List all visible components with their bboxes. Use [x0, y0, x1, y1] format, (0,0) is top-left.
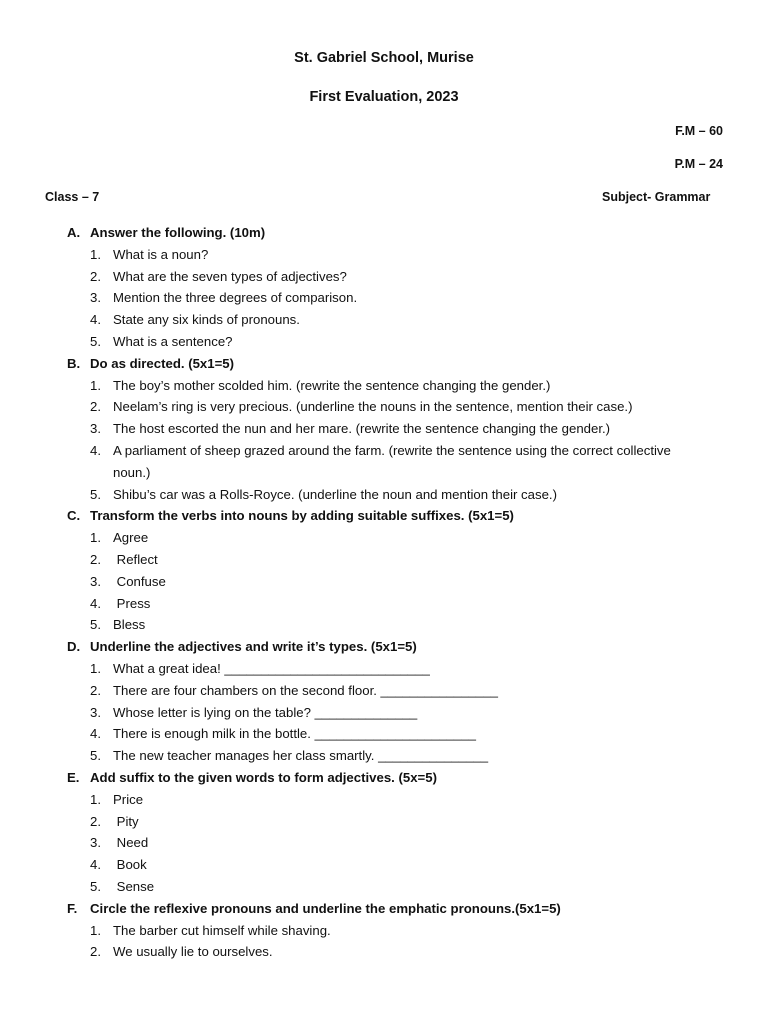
question-number: 1.	[90, 246, 101, 262]
section-title: Add suffix to the given words to form adjectives. (5x=5)	[90, 769, 437, 785]
school-name: St. Gabriel School, Murise	[294, 50, 474, 66]
question-item	[0, 593, 768, 615]
question-item	[0, 723, 768, 745]
question-text: Mention the three degrees of comparison.	[113, 290, 358, 306]
question-text: There is enough milk in the bottle. ______________________	[113, 726, 476, 742]
exam-title: First Evaluation, 2023	[309, 89, 459, 105]
question-text: Neelam’s ring is very precious. (underline the nouns in the sentence, mention their case.)	[113, 399, 633, 415]
question-text: Pity	[113, 813, 139, 829]
question-text: Agree	[113, 530, 149, 546]
section-heading	[0, 636, 768, 658]
question-text: There are four chambers on the second floor. ________________	[113, 682, 498, 698]
question-text: The host escorted the nun and her mare. (rewrite the sentence changing the gender.)	[113, 421, 611, 437]
section-title: Underline the adjectives and write it’s types. (5x1=5)	[90, 639, 417, 655]
question-number: 2.	[90, 944, 101, 960]
question-item	[0, 941, 768, 963]
question-number: 4.	[90, 595, 101, 611]
question-number: 4.	[90, 726, 101, 742]
question-item	[0, 571, 768, 593]
question-number: 4.	[90, 312, 101, 328]
section-heading	[0, 222, 768, 244]
section-letter: E.	[67, 769, 80, 785]
question-text: State any six kinds of pronouns.	[113, 312, 300, 328]
question-text: Bless	[113, 617, 146, 633]
question-item	[0, 309, 768, 331]
question-text: The new teacher manages her class smartly. _______________	[113, 748, 489, 764]
section-letter: B.	[67, 355, 81, 371]
section-heading	[0, 353, 768, 375]
question-number: 3.	[90, 421, 101, 437]
question-item	[0, 375, 768, 397]
question-number: 1.	[90, 377, 101, 393]
question-item	[0, 440, 768, 484]
question-item	[0, 702, 768, 724]
question-number: 4.	[90, 857, 101, 873]
question-item	[0, 658, 768, 680]
full-marks: F.M – 60	[675, 124, 723, 138]
question-number: 1.	[90, 530, 101, 546]
question-text: Whose letter is lying on the table? ______________	[113, 704, 418, 720]
question-item	[0, 832, 768, 854]
question-text: Book	[113, 857, 147, 873]
section-letter: C.	[67, 508, 81, 524]
question-text: Price	[113, 791, 144, 807]
question-number: 1.	[90, 660, 101, 676]
question-number: 1.	[90, 922, 101, 938]
question-text: Confuse	[113, 573, 166, 589]
question-item	[0, 527, 768, 549]
question-number: 3.	[90, 290, 101, 306]
question-number: 1.	[90, 791, 101, 807]
question-text: What is a sentence?	[113, 333, 233, 349]
question-text: What are the seven types of adjectives?	[113, 268, 347, 284]
question-item	[0, 331, 768, 353]
section-letter: F.	[67, 900, 78, 916]
question-item	[0, 614, 768, 636]
question-item	[0, 745, 768, 767]
section-letter: D.	[67, 639, 81, 655]
question-item	[0, 266, 768, 288]
question-number: 5.	[90, 617, 101, 633]
question-text: We usually lie to ourselves.	[113, 944, 273, 960]
section-heading	[0, 505, 768, 527]
question-item	[0, 396, 768, 418]
pass-marks: P.M – 24	[674, 157, 723, 171]
class-label: Class – 7	[45, 190, 100, 204]
section-heading	[0, 767, 768, 789]
question-number: 2.	[90, 551, 101, 567]
question-item	[0, 287, 768, 309]
question-text: What is a noun?	[113, 246, 209, 262]
question-text: Need	[113, 835, 149, 851]
question-text: Reflect	[113, 551, 158, 567]
question-item	[0, 418, 768, 440]
question-number: 3.	[90, 835, 101, 851]
question-number: 5.	[90, 878, 101, 894]
question-number: 2.	[90, 268, 101, 284]
question-item	[0, 876, 768, 898]
section-title: Answer the following. (10m)	[90, 225, 266, 240]
question-text: Sense	[113, 878, 155, 894]
question-item	[0, 484, 768, 506]
section-heading	[0, 898, 768, 920]
question-number: 5.	[90, 333, 101, 349]
question-item	[0, 811, 768, 833]
question-item	[0, 854, 768, 876]
question-number: 3.	[90, 704, 101, 720]
subject-label: Subject- Grammar	[602, 190, 711, 204]
question-text: A parliament of sheep grazed around the farm. (rewrite the sentence using the correct collective noun.)	[113, 442, 675, 480]
section-letter: A.	[67, 225, 81, 240]
question-text: Shibu’s car was a Rolls-Royce. (underline the noun and mention their case.)	[113, 486, 557, 502]
section-title: Do as directed. (5x1=5)	[90, 355, 235, 371]
question-number: 5.	[90, 748, 101, 764]
question-text: The boy’s mother scolded him. (rewrite the sentence changing the gender.)	[113, 377, 551, 393]
question-item	[0, 680, 768, 702]
question-item	[0, 920, 768, 942]
question-number: 3.	[90, 573, 101, 589]
section-title: Circle the reflexive pronouns and underline the emphatic pronouns.(5x1=5)	[90, 900, 561, 916]
question-number: 2.	[90, 682, 101, 698]
section-title: Transform the verbs into nouns by adding suitable suffixes. (5x1=5)	[90, 508, 514, 524]
question-number: 4.	[90, 442, 101, 458]
question-item	[0, 789, 768, 811]
question-sections	[0, 222, 768, 963]
question-text: Press	[113, 595, 151, 611]
question-number: 5.	[90, 486, 101, 502]
question-text: What a great idea! ____________________________	[113, 660, 430, 676]
question-number: 2.	[90, 813, 101, 829]
question-number: 2.	[90, 399, 101, 415]
question-text: The barber cut himself while shaving.	[113, 922, 331, 938]
question-item	[0, 549, 768, 571]
question-item	[0, 244, 768, 266]
